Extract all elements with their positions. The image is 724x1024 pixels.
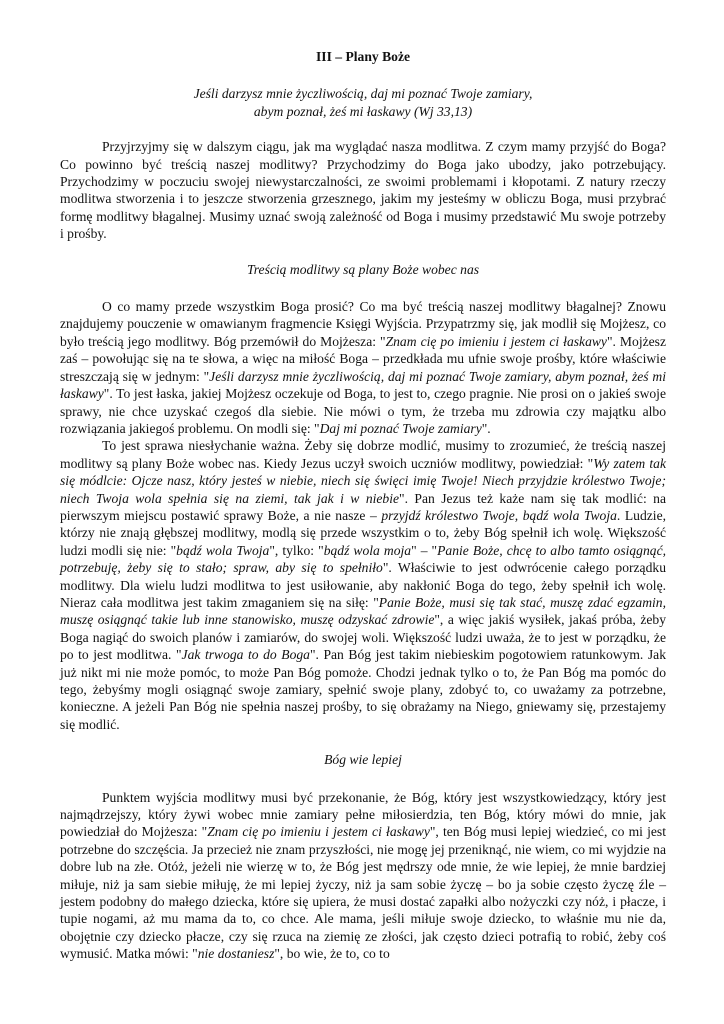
epigraph [60, 85, 666, 120]
page-title: III – Plany Boże [315, 49, 411, 64]
epigraph-line-2: abym poznał, żeś mi łaskawy (Wj 33,13) [253, 103, 473, 119]
section2-paragraph-1: Punktem wyjścia modlitwy musi być przekonanie, że Bóg, który jest wszystkowiedzący, który jest najmądrzejszy, który żywi wobec mnie zamiary pełne miłosierdzia, ten Bóg, który mówi do mnie, jak powiedział do Mojżesza: "Znam cię po imieniu i jestem ci łaskawy", ten Bóg musi lepiej wiedzieć, co mi jest potrzebne do szczęścia. Ja przecież nie znam przyszłości, nie mogę jej przeniknąć, nie wiem, co mi wyjdzie na dobre lub na złe. Otóż, jeżeli nie wierzę w to, że Bóg jest mędrszy ode mnie, że wie lepiej, że mnie bardziej miłuje, niż ja sam siebie miłuję, że mi lepiej życzy, niż ja sam sobie życzę – bo ja sobie często życzę źle – jestem podobny do małego dziecka, które się upiera, że musi dostać zapałki albo nożyczki czy nóż, i płacze, i tupie nogami, aż mu mama da to, co chce. Ale mama, jeśli miłuje swoje dziecko, to właśnie mu nie da, obojętnie czy dziecko płacze, czy się rzuca na ziemię ze złości, jak często dzieci potrafią to robić, żeby coś wymusić. Matka mówi: "nie dostaniesz", bo wie, że to, co to [60, 789, 666, 962]
section1-paragraph-1: O co mamy przede wszystkim Boga prosić? Co ma być treścią naszej modlitwy błagalnej? Znowu znajdujemy pouczenie w omawianym fragmencie Księgi Wyjścia. Przypatrzmy się, jak modlił się Mojżesz, co było treścią jego modlitwy. Bóg przemówił do Mojżesza: "Znam cię po imieniu i jestem ci łaskawy". Mojżesz zaś – powołując się na te słowa, a więc na miłość Boga – przedkłada mu ufnie swoje prośby, które właściwie streszczają się w jednym: "Jeśli darzysz mnie życzliwością, daj mi poznać Twoje zamiary, abym poznał, żeś mi łaskawy". To jest łaska, jakiej Mojżesz oczekuje od Boga, to jest to, czego pragnie. Nie prosi on o jakieś swoje sprawy, nie chce uzyskać czegoś dla siebie. Nie mówi o tym, że trzeba mu zdrowia czy majątku albo rozwiązania jakiegoś problemu. On modli się: "Daj mi poznać Twoje zamiary". [60, 299, 666, 436]
document-page [60, 48, 666, 963]
section-heading-1: Treścią modlitwy są plany Boże wobec nas [246, 261, 480, 277]
section1-paragraph-2: To jest sprawa niesłychanie ważna. Żeby się dobrze modlić, musimy to zrozumieć, że treścią naszej modlitwy są plany Boże wobec nas. Kiedy Jezus uczył swoich uczniów modlitwy, powiedział: "Wy zatem tak się módlcie: Ojcze nasz, który jesteś w niebie, niech się święci imię Twoje! Niech przyjdzie królestwo Twoje; niech Twoja wola spełnia się na ziemi, tak jak i w niebie". Pan Jezus też każe nam się tak modlić: na pierwszym miejscu postawić sprawy Boże, a nie nasze – przyjdź królestwo Twoje, bądź wola Twoja. Ludzie, którzy nie znają głębszej modlitwy, modlą się przede wszystkim o to, żeby Bóg spełnił ich wolę. Większość ludzi modli się nie: "bądź wola Twoja", tylko: "bądź wola moja" – "Panie Boże, chcę to albo tamto osiągnąć, potrzebuję, żeby się to stało; spraw, aby się to spełniło". Właściwie to jest odwrócenie całego porządku modlitwy. Dla wielu ludzi modlitwa to jest usiłowanie, aby nakłonić Boga do tego, żeby spełnił ich wolę. Nieraz cała modlitwa jest takim zmaganiem się na siłę: "Panie Boże, musi się tak stać, muszę zdać egzamin, muszę osiągnąć takie lub inne stanowisko, muszę odzyskać zdrowie", a więc jakiś wysiłek, jakaś próba, żeby Boga nagiąć do swoich planów i zamiarów, do swojej woli. Większość ludzi uważa, że to jest w porządku, że po to jest modlitwa. "Jak trwoga to do Boga". Pan Bóg jest takim niebieskim pogotowiem ratunkowym. Jak już nikt mi nie może pomóc, to może Pan Bóg pomoże. Chodzi jednak tylko o to, że Pan Bóg ma pomóc do tego, żebyśmy mogli osiągnąć swoje zamiary, spełnić swoje plany, zdobyć to, co uważamy za potrzebne, konieczne. A jeżeli Pan Bóg nie spełnia naszej prośby, to się obrażamy na Niego, gniewamy się, przestajemy się modlić. [60, 438, 667, 732]
intro-paragraph: Przyjrzyjmy się w dalszym ciągu, jak ma wyglądać nasza modlitwa. Z czym mamy przyjść do Boga? Co powinno być treścią naszej modlitwy? Przychodzimy do Boga jako ubodzy, jako potrzebujący. Przychodzimy w poczuciu swojej niewystarczalności, ze swoimi problemami i kłopotami. Z natury rzeczy modlitwa stworzenia i to jeszcze stworzenia grzesznego, jakim my jesteśmy w obliczu Boga, musi przybrać formę modlitwy błagalnej. Musimy uznać swoją zależność od Boga i musimy przedstawić Mu swoje potrzeby i prośby. [60, 139, 666, 242]
section-heading-2: Bóg wie lepiej [324, 752, 402, 768]
epigraph-line-1: Jeśli darzysz mnie życzliwością, daj mi poznać Twoje zamiary, [193, 86, 533, 102]
